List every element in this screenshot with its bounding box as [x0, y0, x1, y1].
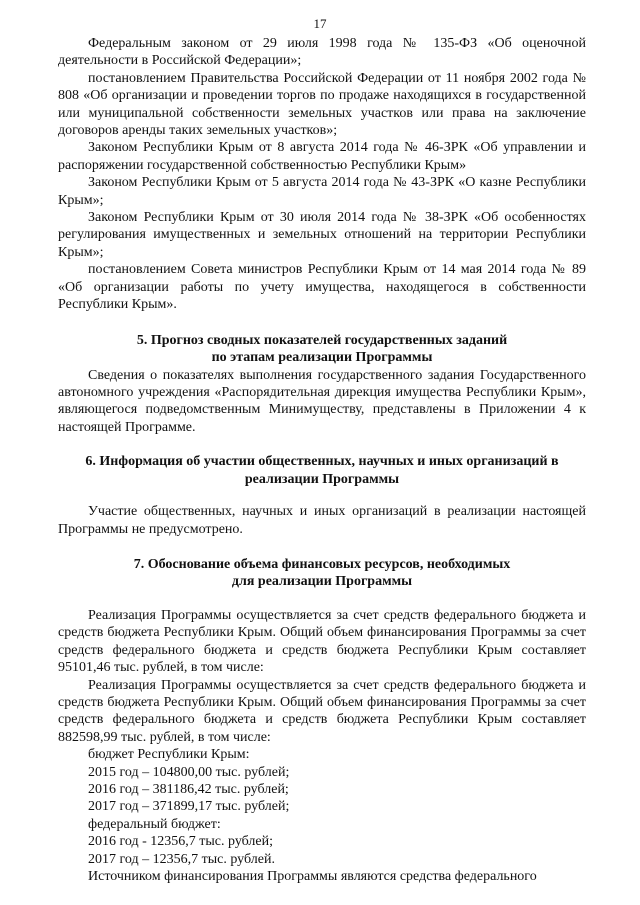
section-5-title-line1: 5. Прогноз сводных показателей государственных заданий [136, 332, 508, 348]
legal-act-item: Законом Республики Крым от 8 августа 2014 года № 46-ЗРК «Об управлении и распоряжении государственной собственностью Республики Крым» [58, 140, 586, 173]
section-7-paragraph-3: Источником финансирования Программы являются средства федерального [88, 869, 537, 885]
section-5-title-line2: по этапам реализации Программы [211, 350, 433, 365]
legal-acts-list [58, 35, 586, 314]
funding-line: 2016 год – 381186,42 тыс. рублей; [88, 782, 289, 797]
section-6-text: Участие общественных, научных и иных организаций в реализации настоящей Программы не предусмотрено. [58, 504, 586, 537]
section-7-heading [58, 556, 586, 591]
section-5-heading [58, 332, 586, 367]
section-7-title-line1: 7. Обоснование объема финансовых ресурсов, необходимых [133, 556, 511, 572]
section-5-text: Сведения о показателях выполнения государственного задания Государственного автономного учреждения «Распорядительная дирекция имущества Республики Крым», являющегося подведомственным Минимуществу, представлены в Приложении 4 к настоящей Программе. [58, 367, 586, 435]
funding-line: 2017 год – 12356,7 тыс. рублей. [88, 851, 275, 867]
funding-line: 2017 год – 371899,17 тыс. рублей; [88, 799, 290, 815]
funding-breakdown [58, 746, 586, 868]
funding-line: 2016 год - 12356,7 тыс. рублей; [88, 834, 274, 850]
document-body [58, 35, 586, 885]
funding-line: бюджет Республики Крым: [88, 747, 250, 763]
section-7-title-line2: для реализации Программы [231, 574, 413, 590]
section-6-title-line1: 6. Информация об участии общественных, научных и иных организаций в [85, 454, 559, 470]
legal-act-item: Законом Республики Крым от 30 июля 2014 года № 38-ЗРК «Об особенностях регулирования имущественных и земельных отношений на территории Республики Крым»; [58, 210, 586, 260]
legal-act-item: Законом Республики Крым от 5 августа 2014 года № 43-ЗРК «О казне Республики Крым»; [58, 175, 586, 208]
funding-line: федеральный бюджет: [88, 816, 221, 832]
legal-act-item: Федеральным законом от 29 июля 1998 года № 135-ФЗ «Об оценочной деятельности в Российской Федерации»; [58, 36, 586, 69]
section-6-title-line2: реализации Программы [244, 471, 400, 487]
section-7-paragraph-1: Реализация Программы осуществляется за счет средств федерального бюджета и средств бюджета Республики Крым. Общий объем финансирования Программы за счет средств федерального бюджета и средств бюджета Республики Крым составляет 95101,46 тыс. рублей, в том числе: [58, 607, 586, 676]
page-number: 17 [313, 16, 327, 31]
section-6-heading [58, 453, 586, 488]
funding-line: 2015 год – 104800,00 тыс. рублей; [88, 764, 290, 780]
legal-act-item: постановлением Правительства Российской Федерации от 11 ноября 2002 года № 808 «Об организации и проведении торгов по продаже находящихся в государственной или муниципальной собственности земельных участков или права на заключение договоров аренды таких земельных участков»; [58, 70, 586, 139]
section-7-paragraph-2: Реализация Программы осуществляется за счет средств федерального бюджета и средств бюджета Республики Крым. Общий объем финансирования Программы за счет средств федерального бюджета и средств бюджета Республики Крым составляет 882598,99 тыс. рублей, в том числе: [58, 677, 586, 745]
legal-act-item: постановлением Совета министров Республики Крым от 14 мая 2014 года № 89 «Об организации работы по учету имущества, находящегося в собственности Республики Крым». [58, 262, 586, 313]
